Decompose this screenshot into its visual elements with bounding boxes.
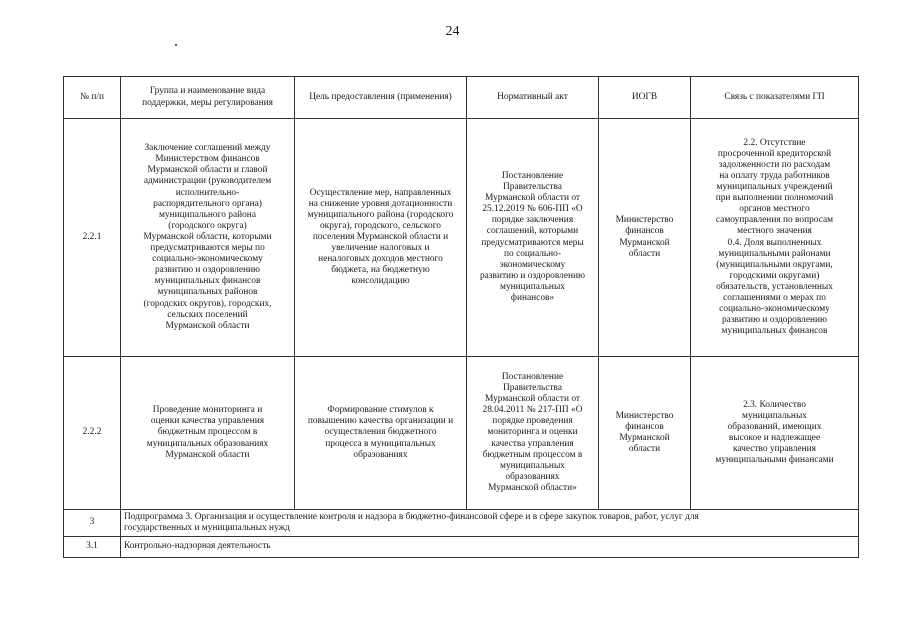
row-link: 2.3. Количество муниципальных образований, имеющих высокое и надлежащее качество управления муниципальными финансами: [691, 357, 859, 510]
section-number: 3.1: [64, 537, 121, 558]
scan-speck: [175, 44, 177, 46]
header-act: Нормативный акт: [467, 77, 599, 119]
row-number: 2.2.2: [64, 357, 121, 510]
row-link: 2.2. Отсутствие просроченной кредиторской задолженности по расходам на оплату труда работников муниципальных учреждений при выполнении полномочий органов местного самоуправления по вопросам местного значения 0.4. Доля выполненных муниципальными районами (муниципальными округами, городскими округами) обязательств, установленных соглашениями о мерах по социально-экономическому развитию и оздоровлению муниципальных финансов: [691, 119, 859, 357]
section-title: Контрольно-надзорная деятельность: [121, 537, 859, 558]
subprogram-row: [64, 510, 859, 537]
row-goal: Осуществление мер, направленных на снижение уровня дотационности муниципального района (городского округа), городского, сельского поселения Мурманской области и увеличение налоговых и неналоговых доходов местного бюджета, на бюджетную консолидацию: [295, 119, 467, 357]
header-link: Связь с показателями ГП: [691, 77, 859, 119]
table-row: [64, 357, 859, 510]
row-iogv: Министерство финансов Мурманской области: [599, 119, 691, 357]
row-goal: Формирование стимулов к повышению качества организации и осуществления бюджетного процесса в муниципальных образованиях: [295, 357, 467, 510]
page-number: 24: [445, 24, 460, 39]
subprogram-title: Подпрограмма 3. Организация и осуществление контроля и надзора в бюджетно-финансовой сфере и в сфере закупок товаров, работ, услуг для государственных и муниципальных нужд: [121, 510, 859, 537]
header-group: Группа и наименование вида поддержки, меры регулирования: [121, 77, 295, 119]
row-group: Заключение соглашений между Министерством финансов Мурманской области и главой администрации (руководителем исполнительно- распорядительного органа) муниципального района (городского округа) Мурманской области, которыми предусматриваются меры по социально-экономическому развитию и оздоровлению муниципальных финансов муниципальных районов (городских округов), городских, сельских поселений Мурманской области: [121, 119, 295, 357]
header-iogv: ИОГВ: [599, 77, 691, 119]
row-act: Постановление Правительства Мурманской области от 28.04.2011 № 217-ПП «О порядке проведения мониторинга и оценки качества управления бюджетным процессом в муниципальных образованиях Мурманской области»: [467, 357, 599, 510]
row-act: Постановление Правительства Мурманской области от 25.12.2019 № 606-ПП «О порядке заключения соглашений, которыми предусматриваются меры по социально- экономическому развитию и оздоровлению муниципальных финансов»: [467, 119, 599, 357]
table-row: [64, 119, 859, 357]
table-header-row: [64, 77, 859, 119]
header-number: № п/п: [64, 77, 121, 119]
section-row: [64, 537, 859, 558]
row-group: Проведение мониторинга и оценки качества управления бюджетным процессом в муниципальных образованиях Мурманской области: [121, 357, 295, 510]
support-measures-table: [63, 76, 859, 558]
subprogram-number: 3: [64, 510, 121, 537]
header-goal: Цель предоставления (применения): [295, 77, 467, 119]
row-number: 2.2.1: [64, 119, 121, 357]
row-iogv: Министерство финансов Мурманской области: [599, 357, 691, 510]
